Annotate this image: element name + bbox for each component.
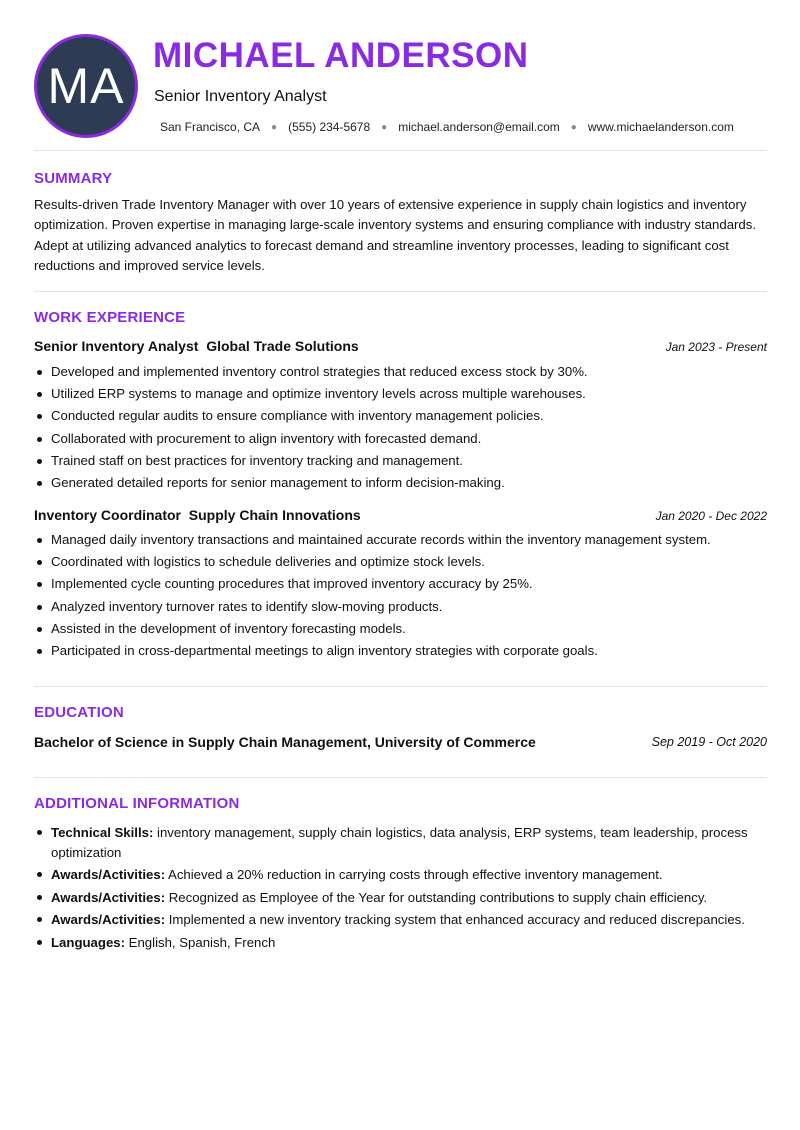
item-label: Technical Skills: — [51, 825, 154, 840]
job-header — [34, 507, 767, 525]
divider — [34, 291, 767, 292]
item-text: Implemented a new inventory tracking system that enhanced accuracy and reduced discrepancies. — [165, 912, 745, 927]
job-header — [34, 338, 767, 356]
list-item — [34, 910, 767, 930]
separator-dot: ● — [271, 121, 278, 133]
education-heading: EDUCATION — [34, 704, 124, 721]
item-label: Languages: — [51, 934, 126, 950]
list-item: Trained staff on best practices for inventory tracking and management. — [34, 453, 767, 475]
list-item: Analyzed inventory turnover rates to identify slow-moving products. — [34, 599, 767, 621]
list-item: Assisted in the development of inventory forecasting models. — [34, 621, 767, 643]
list-item: Developed and implemented inventory control strategies that reduced excess stock by 30%. — [34, 364, 767, 386]
list-item: Coordinated with logistics to schedule deliveries and optimize stock levels. — [34, 554, 767, 576]
contact-location: San Francisco, CA — [160, 120, 261, 134]
additional-list — [34, 823, 767, 955]
list-item: Participated in cross-departmental meetings to align inventory strategies with corporate goals. — [34, 643, 767, 665]
separator-dot: ● — [570, 121, 577, 133]
list-item — [34, 823, 767, 862]
list-item: Implemented cycle counting procedures that improved inventory accuracy by 25%. — [34, 576, 767, 598]
education-date: Sep 2019 - Oct 2020 — [651, 735, 767, 749]
list-item: Managed daily inventory transactions and maintained accurate records within the inventory management system. — [34, 532, 767, 554]
item-label: Awards/Activities: — [51, 912, 166, 927]
job-bullets — [34, 364, 767, 497]
job-title: Inventory Coordinator Supply Chain Innovations — [34, 507, 361, 523]
candidate-name: MICHAEL ANDERSON — [153, 36, 529, 75]
summary-text: Results-driven Trade Inventory Manager with over 10 years of extensive experience in supply chain logistics and inventory optimization. Proven expertise in managing large-scale inventory systems and ensuring compliance with industry standards. Adept at utilizing advanced analytics to forecast demand and streamline inventory processes, leading to significant cost reductions and improved service levels. — [34, 197, 757, 273]
job-date: Jan 2023 - Present — [665, 340, 767, 354]
contact-phone[interactable]: (555) 234-5678 — [288, 120, 371, 134]
contact-website[interactable]: www.michaelanderson.com — [587, 120, 734, 134]
job-title: Senior Inventory Analyst Global Trade Solutions — [34, 338, 359, 354]
item-text: Achieved a 20% reduction in carrying costs through effective inventory management. — [165, 867, 663, 882]
item-text: English, Spanish, French — [125, 934, 276, 950]
list-item: Utilized ERP systems to manage and optimize inventory levels across multiple warehouses. — [34, 386, 767, 408]
additional-heading: ADDITIONAL INFORMATION — [34, 795, 240, 812]
divider — [34, 150, 767, 151]
job-date: Jan 2020 - Dec 2022 — [655, 509, 767, 523]
contact-line — [160, 120, 734, 134]
item-text: inventory management, supply chain logistics, data analysis, ERP systems, team leadership, process optimization — [51, 825, 748, 860]
job-bullets — [34, 532, 767, 665]
contact-email[interactable]: michael.anderson@email.com — [398, 120, 560, 134]
list-item: Collaborated with procurement to align inventory with forecasted demand. — [34, 431, 767, 453]
item-label: Awards/Activities: — [51, 889, 166, 905]
list-item: Conducted regular audits to ensure compliance with inventory management policies. — [34, 408, 767, 430]
avatar-initials: MA — [47, 58, 125, 114]
divider — [34, 777, 767, 778]
avatar — [34, 34, 138, 138]
item-text: Recognized as Employee of the Year for outstanding contributions to supply chain efficiency. — [165, 889, 708, 905]
list-item: Generated detailed reports for senior management to inform decision-making. — [34, 475, 767, 497]
experience-heading: WORK EXPERIENCE — [34, 309, 186, 326]
divider — [34, 686, 767, 687]
list-item — [34, 888, 767, 908]
separator-dot: ● — [381, 121, 388, 133]
item-label: Awards/Activities: — [51, 867, 166, 882]
summary-heading: SUMMARY — [34, 170, 113, 187]
candidate-role: Senior Inventory Analyst — [154, 88, 327, 105]
list-item — [34, 933, 767, 953]
list-item — [34, 865, 767, 885]
education-degree: Bachelor of Science in Supply Chain Management, University of Commerce — [34, 734, 536, 750]
